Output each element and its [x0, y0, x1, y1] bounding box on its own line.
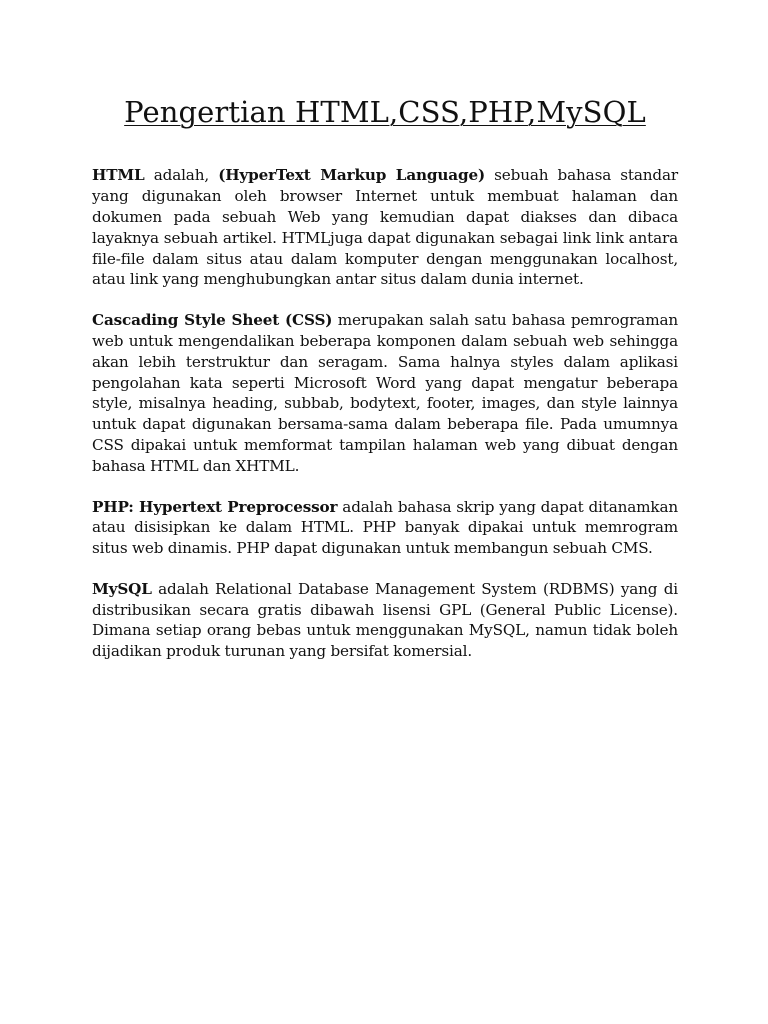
term-mysql: MySQL	[92, 579, 152, 598]
paragraph-css	[92, 310, 678, 476]
html-expansion: (HyperText Markup Language)	[218, 166, 485, 185]
term-html: HTML	[92, 166, 145, 185]
paragraph-mysql	[92, 579, 678, 662]
css-description: merupakan salah satu bahasa pemrograman web untuk mengendalikan beberapa komponen dalam sebuah web sehingga akan lebih terstruktur dan seragam. Sama halnya styles dalam aplikasi pengolahan kata seperti Microsoft Word yang dapat mengatur beberapa style, misalnya heading, subbab, bodytext, footer, images, dan style lainnya untuk dapat digunakan bersama-sama dalam beberapa file. Pada umumnya CSS dipakai untuk memformat tampilan halaman web yang dibuat dengan bahasa HTML dan XHTML.	[92, 311, 679, 475]
mysql-description: adalah Relational Database Management System (RDBMS) yang di distribusikan secara gratis dibawah lisensi GPL (General Public License). Dimana setiap orang bebas untuk menggunakan MySQL, namun tidak boleh dijadikan produk turunan yang bersifat komersial.	[92, 579, 678, 661]
html-connector: adalah,	[144, 166, 219, 185]
html-description: sebuah bahasa standar yang digunakan oleh browser Internet untuk membuat halaman dan dokumen pada sebuah Web yang kemudian dapat diakses dan dibaca layaknya sebuah artikel. HTMLjuga dapat digunakan sebagai link link antara file-file dalam situs atau dalam komputer dengan menggunakan localhost, atau link yang menghubungkan antar situs dalam dunia internet.	[92, 166, 678, 289]
term-css: Cascading Style Sheet (CSS)	[92, 311, 333, 330]
paragraph-php	[92, 497, 678, 559]
document-title: Pengertian HTML,CSS,PHP,MySQL	[124, 95, 646, 129]
paragraph-html	[92, 165, 678, 290]
document-page	[92, 96, 678, 682]
php-description: adalah bahasa skrip yang dapat ditanamkan atau disisipkan ke dalam HTML. PHP banyak dipakai untuk memrogram situs web dinamis. PHP dapat digunakan untuk membangun sebuah CMS.	[92, 497, 678, 558]
term-php: PHP: Hypertext Preprocessor	[92, 497, 338, 516]
